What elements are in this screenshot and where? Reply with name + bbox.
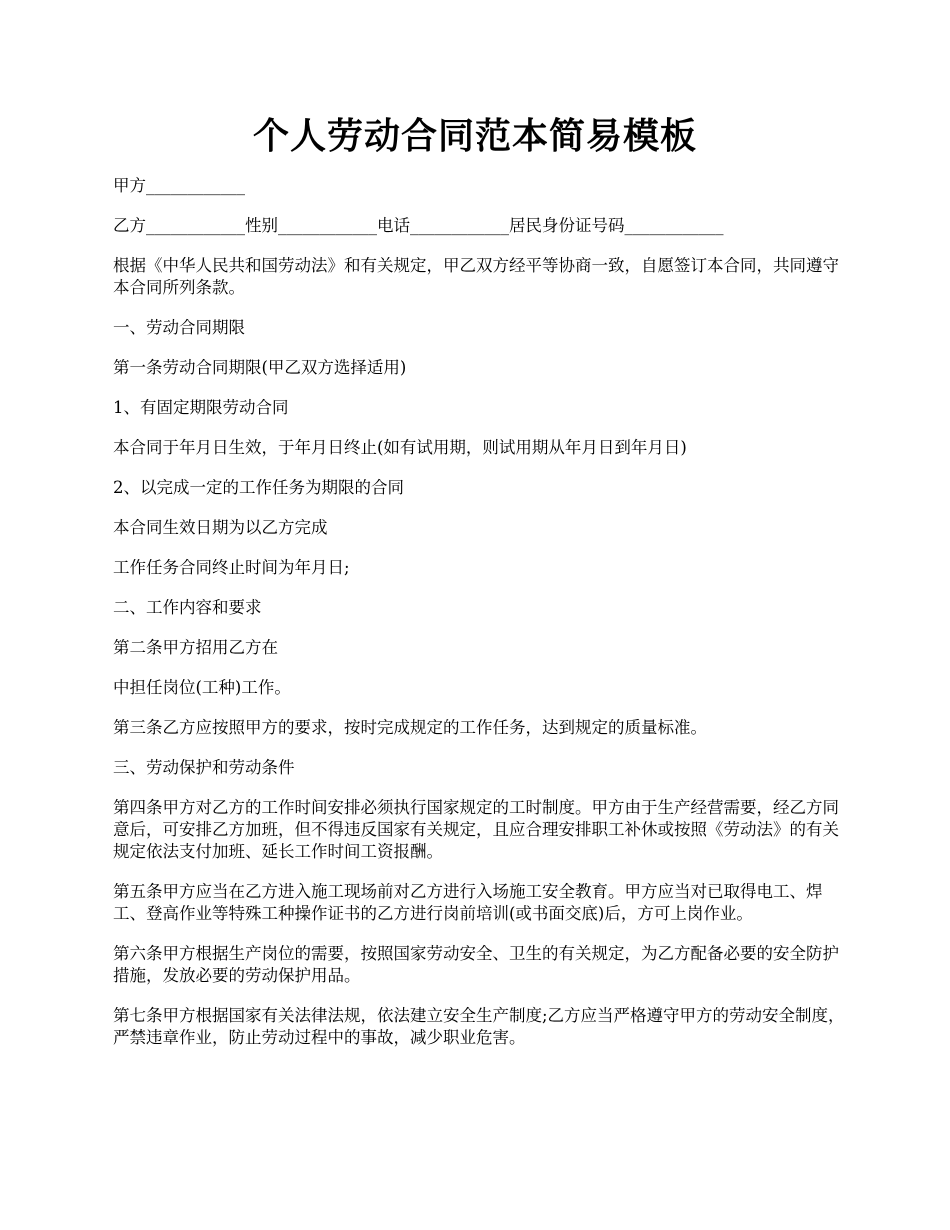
section-heading-1: 一、劳动合同期限 <box>113 318 245 337</box>
document-title: 个人劳动合同范本简易模板 <box>252 115 697 157</box>
clause-1-1-text: 本合同于年月日生效，于年月日终止(如有试用期，则试用期从年月日到年月日) <box>113 438 687 457</box>
clause-1-2: 2、以完成一定的工作任务为期限的合同 <box>113 478 404 497</box>
clause-1-2-text-b: 工作任务合同终止时间为年月日; <box>113 558 350 577</box>
document-body <box>113 175 848 1067</box>
party-b-line: 乙方____________性别____________电话____________居民身份证号码____________ <box>113 216 724 235</box>
preamble-paragraph: 根据《中华人民共和国劳动法》和有关规定，甲乙双方经平等协商一致，自愿签订本合同，共同遵守本合同所列条款。 <box>113 256 839 297</box>
article-2-b: 中担任岗位(工种)工作。 <box>113 678 291 697</box>
article-3: 第三条乙方应按照甲方的要求，按时完成规定的工作任务，达到规定的质量标准。 <box>113 718 707 737</box>
article-6: 第六条甲方根据生产岗位的需要，按照国家劳动安全、卫生的有关规定，为乙方配备必要的安全防护措施，发放必要的劳动保护用品。 <box>113 944 839 985</box>
party-a-line: 甲方____________ <box>113 176 245 195</box>
section-heading-2: 二、工作内容和要求 <box>113 598 262 617</box>
clause-1-1: 1、有固定期限劳动合同 <box>113 398 289 417</box>
article-5: 第五条甲方应当在乙方进入施工现场前对乙方进行入场施工安全教育。甲方应当对已取得电工、焊工、登高作业等特殊工种操作证书的乙方进行岗前培训(或书面交底)后，方可上岗作业。 <box>113 882 823 923</box>
article-2-a: 第二条甲方招用乙方在 <box>113 638 278 657</box>
article-4: 第四条甲方对乙方的工作时间安排必须执行国家规定的工时制度。甲方由于生产经营需要，经乙方同意后，可安排乙方加班，但不得违反国家有关规定，且应合理安排职工补休或按照《劳动法》的有关规定依法支付加班、延长工作时间工资报酬。 <box>113 798 839 861</box>
article-1: 第一条劳动合同期限(甲乙双方选择适用) <box>113 358 407 377</box>
clause-1-2-text-a: 本合同生效日期为以乙方完成 <box>113 518 328 537</box>
section-heading-3: 三、劳动保护和劳动条件 <box>113 758 295 777</box>
article-7: 第七条甲方根据国家有关法律法规，依法建立安全生产制度;乙方应当严格遵守甲方的劳动安全制度，严禁违章作业，防止劳动过程中的事故，减少职业危害。 <box>113 1006 845 1047</box>
